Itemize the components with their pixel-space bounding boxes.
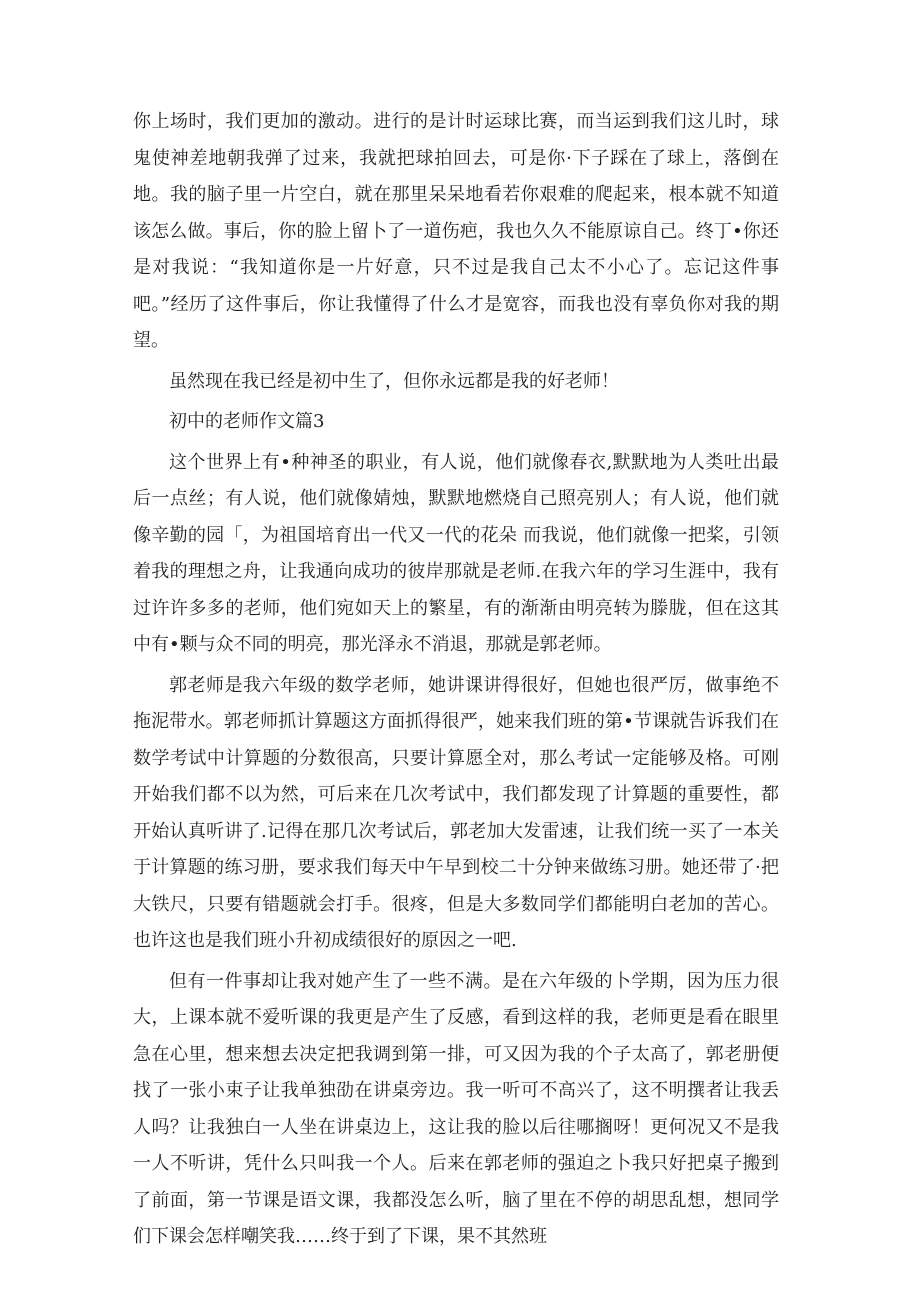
document-page xyxy=(133,104,779,1256)
section-heading: 初中的老师作文篇3 xyxy=(169,411,325,432)
paragraph-5: 但有一件事却让我对她产生了一些不满。是在六年级的卜学期，因为压力很大，上课本就不爱听课的我更是产生了反感，看到这样的我，老师更是看在眼里急在心里，想来想去决定把我调到第一排，可又因为我的个子太高了，郭老册便找了一张小束子让我单独劭在讲桌旁边。我一听可不高兴了，这不明撰者让我丢人吗？让我独白一人坐在讲桌边上，这让我的脸以后往哪搁呀！更何况又不是我一人不听讲，凭什么只叫我一个人。后来在郭老师的强迫之卜我只好把桌子搬到了前面，第一节课是语文课，我都没怎么听，脑了里在不停的胡思乱想，想同学们下课会怎样嘲笑我……终于到了下课，果不其然班 xyxy=(133,970,779,1247)
paragraph-1: 你上场时，我们更加的激动。进行的是计时运球比赛，而当运到我们这儿时，球鬼使神差地朝我弹了过来，我就把球拍回去，可是你·下子踩在了球上，落倒在地。我的脑子里一片空白，就在那里呆呆地看若你艰难的爬起来，根本就不知道该怎么做。事后，你的脸上留卜了一道伤疤，我也久久不能原谅自己。终丁•你还是对我说：“我知道你是一片好意，只不过是我自己太不小心了。忘记这件事吧。”经历了这件事后，你让我懂得了什么才是宽容，而我也没有辜负你对我的期望。 xyxy=(133,111,779,351)
paragraph-3: 这个世界上有•种神圣的职业，有人说，他们就像春衣,默默地为人类吐出最后一点丝；有人说，他们就像婧烛，默默地燃烧自己照亮别人；有人说，他们就像辛勤的园「，为祖国培育出一代又一代的花朵 而我说，他们就像一把桨，引领着我的理想之舟，让我通向成功的彼岸那就是老师.在我六年的学习生涯中，我有过许许多多的老师，他们宛如天上的繁星，有的渐渐由明亮转为滕胧，但在这其中有•颗与众不同的明亮，那光泽永不消退，那就是郭老师。 xyxy=(133,451,779,655)
paragraph-2: 虽然现在我已经是初中生了，但你永远都是我的好老师！ xyxy=(169,370,619,392)
paragraph-4: 郭老师是我六年级的数学老师，她讲课讲得很好，但她也很严厉，做事绝不拖泥带水。郭老师抓计算题这方面抓得很严，她来我们班的第•节课就告诉我们在数学考试中计算题的分数很高，只要计算愿全对，那么考试一定能够及格。可刚开始我们都不以为然，可后来在几次考试中，我们都发现了计算题的重要性，都开始认真听讲了.记得在那几次考试后，郭老加大发雷速，让我们统一买了一本关于计算题的练习册，要求我们每天中午早到校二十分钟来做练习册。她还带了·把大铁尺，只要有错题就会打手。很疼，但是大多数同学们都能明白老加的苦心。也许这也是我们班小升初成绩很好的原因之一吧. xyxy=(133,674,779,951)
